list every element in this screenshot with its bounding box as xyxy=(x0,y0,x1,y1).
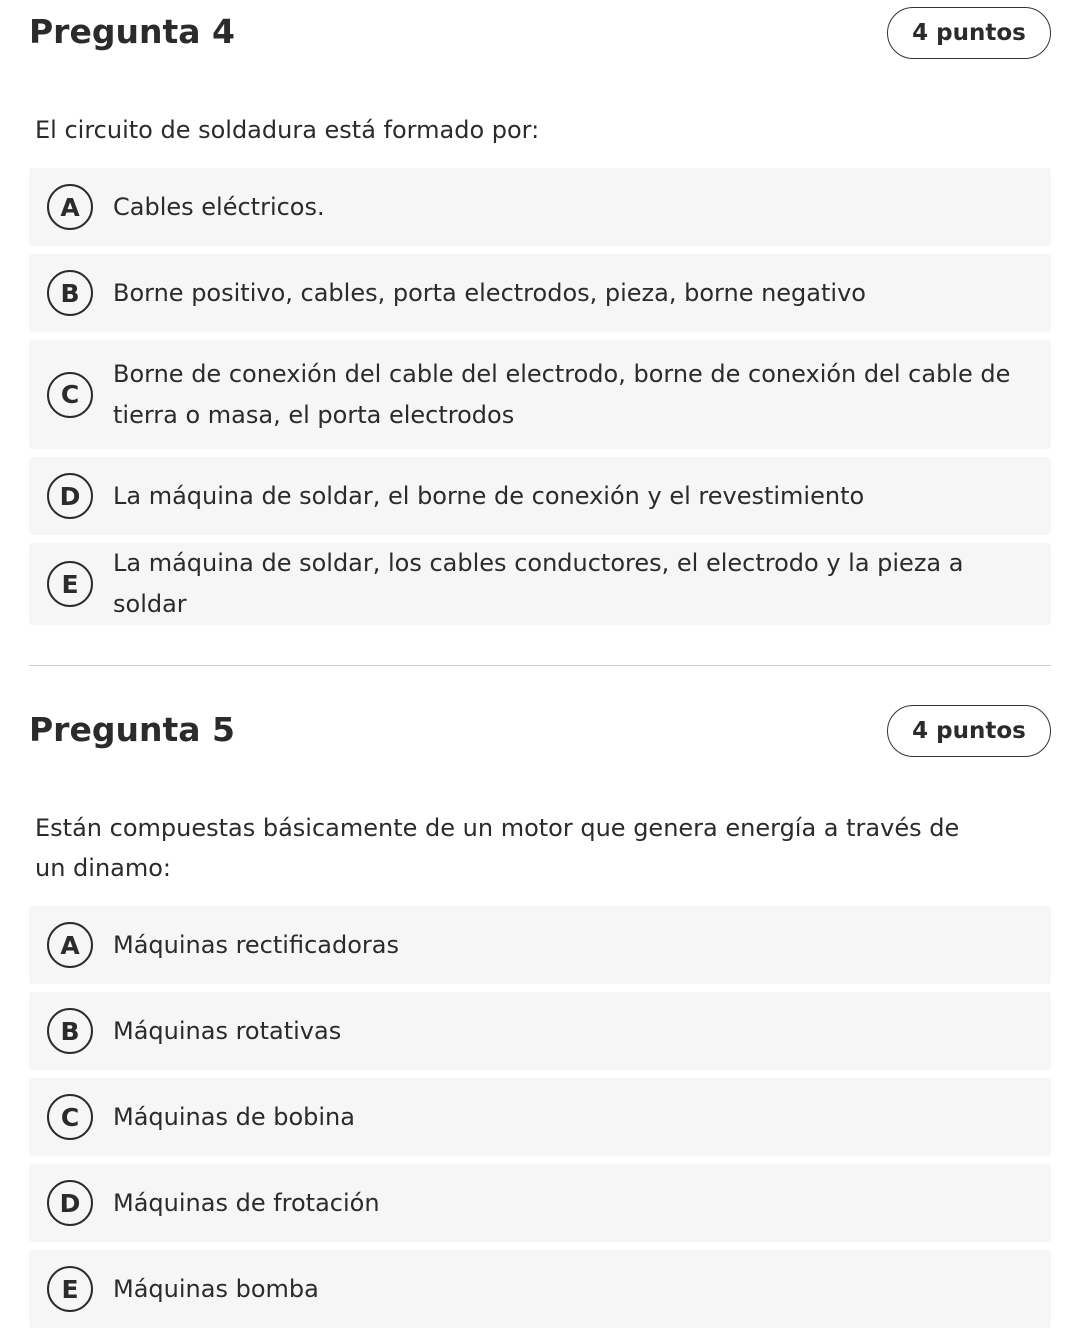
question-header xyxy=(29,0,1051,70)
option-letter-badge: A xyxy=(47,184,93,230)
option-d[interactable] xyxy=(29,457,1051,535)
option-label: Máquinas bomba xyxy=(113,1274,319,1303)
option-label: La máquina de soldar, los cables conductores, el electrodo y la pieza a soldar xyxy=(113,549,964,618)
option-d[interactable] xyxy=(29,1164,1051,1242)
option-label: Máquinas de frotación xyxy=(113,1188,380,1217)
question-title: Pregunta 5 xyxy=(29,710,235,749)
question-5 xyxy=(29,698,1051,1304)
option-letter-badge: B xyxy=(47,1008,93,1054)
option-letter-badge: D xyxy=(47,473,93,519)
points-badge: 4 puntos xyxy=(887,705,1051,757)
option-letter-badge: A xyxy=(47,922,93,968)
option-b[interactable] xyxy=(29,992,1051,1070)
question-title: Pregunta 4 xyxy=(29,12,235,51)
option-label: Máquinas de bobina xyxy=(113,1102,355,1131)
option-letter-badge: E xyxy=(47,561,93,607)
option-c[interactable] xyxy=(29,340,1051,449)
question-text: El circuito de soldadura está formado por: xyxy=(35,116,540,144)
option-e[interactable] xyxy=(29,543,1051,625)
question-text: Están compuestas básicamente de un motor que genera energía a través de un dinamo: xyxy=(35,814,960,882)
options-list xyxy=(29,906,1051,1336)
option-letter-badge: D xyxy=(47,1180,93,1226)
option-e[interactable] xyxy=(29,1250,1051,1328)
option-label: La máquina de soldar, el borne de conexión y el revestimiento xyxy=(113,481,865,510)
option-label: Borne positivo, cables, porta electrodos, pieza, borne negativo xyxy=(113,278,866,307)
option-c[interactable] xyxy=(29,1078,1051,1156)
option-label: Borne de conexión del cable del electrodo, borne de conexión del cable de tierra o masa, el porta electrodos xyxy=(113,359,1011,429)
points-badge: 4 puntos xyxy=(887,7,1051,59)
option-a[interactable] xyxy=(29,168,1051,246)
option-label: Máquinas rectificadoras xyxy=(113,930,399,959)
option-label: Cables eléctricos. xyxy=(113,192,325,221)
option-letter-badge: C xyxy=(47,1094,93,1140)
option-letter-badge: B xyxy=(47,270,93,316)
option-b[interactable] xyxy=(29,254,1051,332)
option-label: Máquinas rotativas xyxy=(113,1016,342,1045)
option-a[interactable] xyxy=(29,906,1051,984)
option-letter-badge: E xyxy=(47,1266,93,1312)
options-list xyxy=(29,168,1051,633)
question-header xyxy=(29,698,1051,768)
section-divider xyxy=(29,665,1051,666)
option-letter-badge: C xyxy=(47,372,93,418)
question-4 xyxy=(29,0,1051,618)
